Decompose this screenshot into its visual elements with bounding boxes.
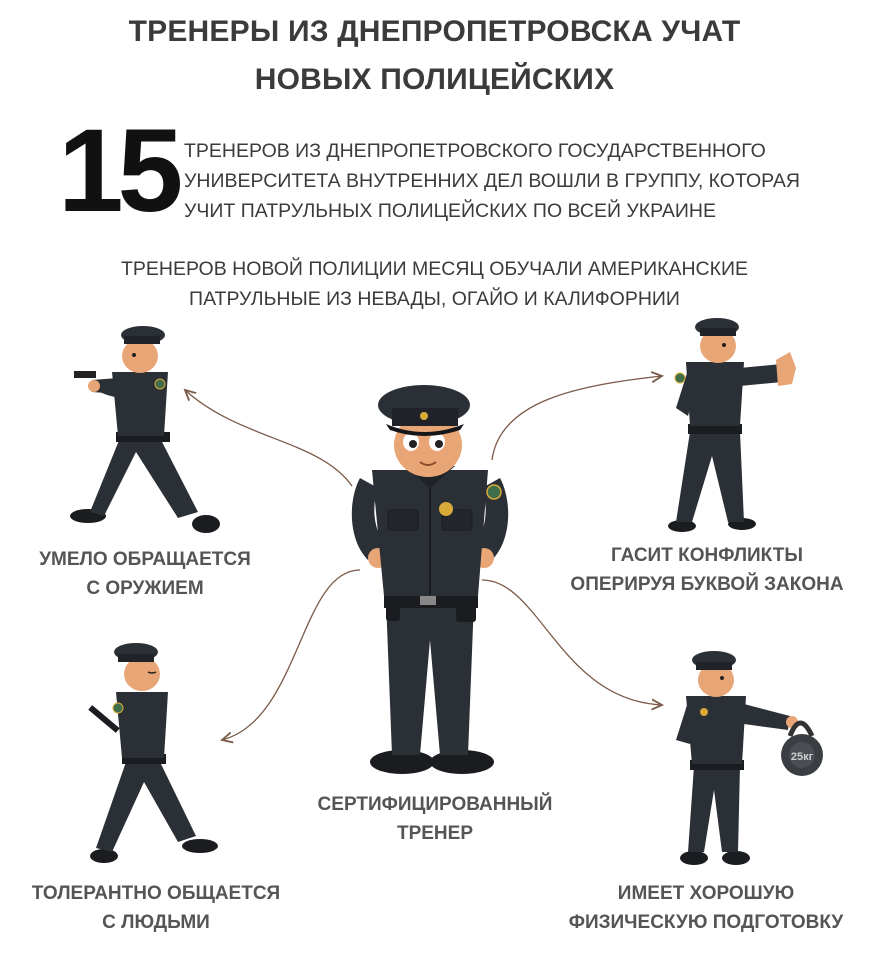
label-weapon-line-1: УМЕЛО ОБРАЩАЕТСЯ [39,549,251,570]
label-center-line-2: ТРЕНЕР [396,823,474,844]
label-tolerant [6,879,306,937]
tolerant-policeman [88,643,218,863]
title-line-2: НОВЫХ ПОЛИЦЕЙСКИХ [254,63,615,96]
kettlebell-weight: 25кг [790,751,814,763]
badge-icon [439,502,453,516]
arrow-to-conflict [492,376,662,460]
label-conflict-line-2: ОПЕРИРУЯ БУКВОЙ ЗАКОНА [570,574,844,595]
conflict-policeman [668,318,796,532]
label-center [290,790,580,848]
label-conflict [552,541,862,599]
label-tolerant-line-1: ТОЛЕРАНТНО ОБЩАЕТСЯ [31,883,281,904]
stat-line-1: ТРЕНЕРОВ ИЗ ДНЕПРОПЕТРОВСКОГО ГОСУДАРСТВЕННОГО [184,140,766,162]
title-line-1: ТРЕНЕРЫ ИЗ ДНЕПРОПЕТРОВСКА УЧАТ [128,15,741,48]
weapon-policeman [70,326,220,533]
label-weapon [10,545,280,603]
label-conflict-line-1: ГАСИТ КОНФЛИКТЫ [611,545,803,566]
stat-number: 15 [58,105,178,237]
subtitle-line-1: ТРЕНЕРОВ НОВОЙ ПОЛИЦИИ МЕСЯЦ ОБУЧАЛИ АМЕРИКАНСКИЕ [120,258,749,280]
arrow-to-weapon [185,390,352,486]
label-fitness-line-2: ФИЗИЧЕСКУЮ ПОДГОТОВКУ [568,912,844,933]
stat-line-2: УНИВЕРСИТЕТА ВНУТРЕННИХ ДЕЛ ВОШЛИ В ГРУППУ, КОТОРАЯ [184,170,800,192]
kettlebell-icon [781,723,823,776]
label-fitness-line-1: ИМЕЕТ ХОРОШУЮ [617,883,795,904]
stat-line-3: УЧИТ ПАТРУЛЬНЫХ ПОЛИЦЕЙСКИХ ПО ВСЕЙ УКРАИНЕ [184,200,716,222]
label-weapon-line-2: С ОРУЖИЕМ [86,578,204,599]
subtitle-line-2: ПАТРУЛЬНЫЕ ИЗ НЕВАДЫ, ОГАЙО И КАЛИФОРНИИ [189,288,680,310]
label-tolerant-line-2: С ЛЮДЬМИ [102,912,210,933]
label-fitness [548,879,864,937]
fitness-policeman [676,651,823,865]
label-center-line-1: СЕРТИФИЦИРОВАННЫЙ [317,794,553,815]
